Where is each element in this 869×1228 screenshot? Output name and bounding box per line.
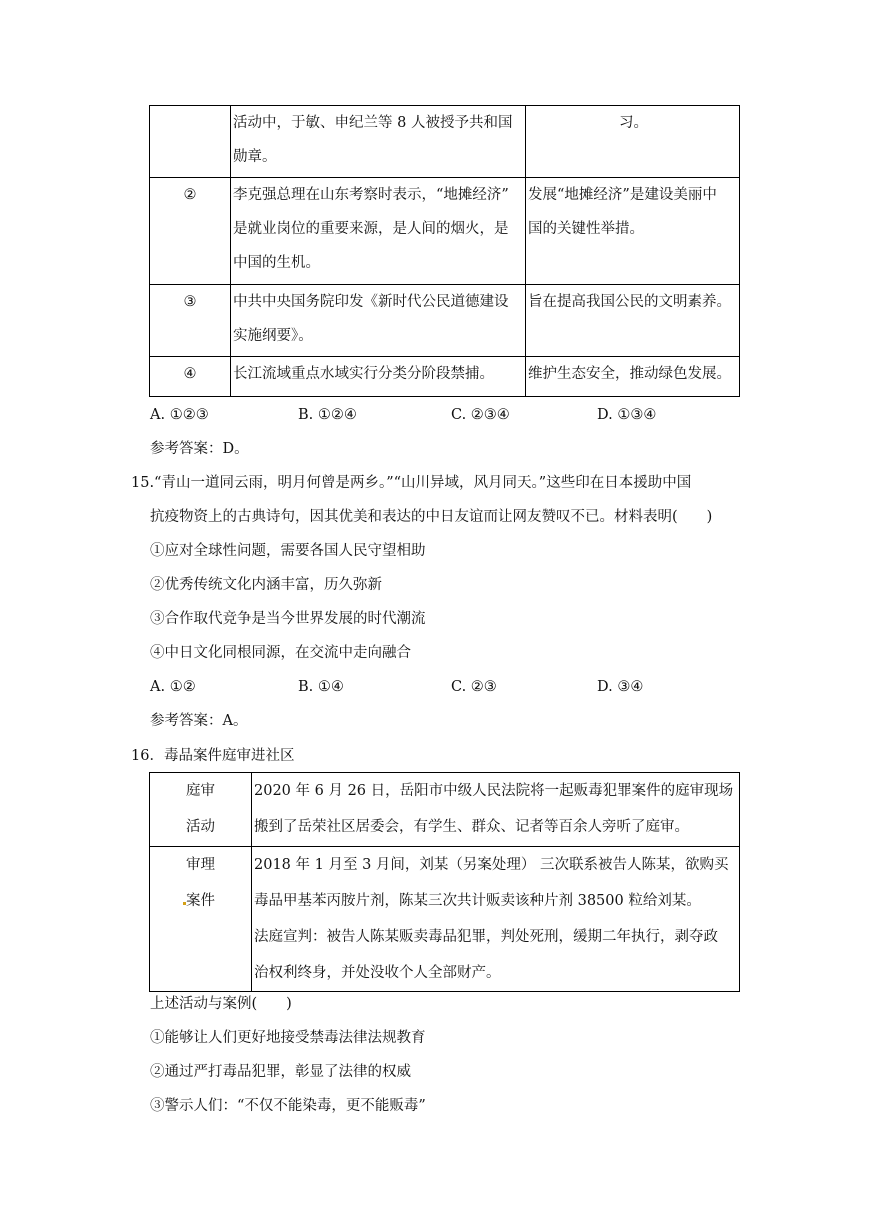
table-case (149, 772, 740, 992)
meaning-cell: 发展“地摊经济”是建设美丽中 国的关键性举措。 (526, 178, 740, 285)
table-row (150, 847, 740, 992)
option-a[interactable]: A. ①② (150, 679, 196, 695)
statement-item: ④中日文化同根同源，在交流中走向融合 (150, 645, 411, 661)
meaning-cell: 维护生态安全，推动绿色发展。 (526, 357, 740, 397)
question-stem: 15.“青山一道同云雨，明月何曾是两乡。”“山川异域，风月同天。”这些印在日本援助中国 (131, 475, 692, 491)
answer-text: 参考答案：D。 (150, 441, 249, 457)
table-row (150, 106, 740, 178)
statement-item: ②优秀传统文化内涵丰富，历久弥新 (150, 577, 382, 593)
table-row (150, 285, 740, 357)
question-stem: 抗疫物资上的古典诗句，因其优美和表达的中日友谊而让网友赞叹不已。材料表明( ) (150, 509, 713, 525)
statement-item: ①能够让人们更好地接受禁毒法律法规教育 (150, 1030, 426, 1046)
row-number: ④ (150, 357, 231, 397)
row-header: 审理 案件 (150, 847, 252, 992)
stray-mark (183, 902, 186, 905)
option-b[interactable]: B. ①②④ (298, 407, 357, 423)
event-cell: 活动中，于敏、申纪兰等 8 人被授予共和国 勋章。 (231, 106, 526, 178)
row-number: ③ (150, 285, 231, 357)
statement-item: ①应对全球性问题，需要各国人民守望相助 (150, 543, 426, 559)
statement-item: ③合作取代竞争是当今世界发展的时代潮流 (150, 611, 426, 627)
option-a[interactable]: A. ①②③ (150, 407, 209, 423)
meaning-cell: 旨在提高我国公民的文明素养。 (526, 285, 740, 357)
option-d[interactable]: D. ③④ (597, 679, 644, 695)
row-body: 2018 年 1 月至 3 月间，刘某（另案处理） 三次联系被告人陈某，欲购买 毒品甲基苯丙胺片剂，陈某三次共计贩卖该种片剂 38500 粒给刘某。 法庭宣判：被告人陈某贩卖毒品犯罪，判处死刑，缓期二年执行，剥夺政 治权利终身，并处没收个人全部财产。 (252, 847, 740, 992)
table-row (150, 773, 740, 847)
event-cell: 中共中央国务院印发《新时代公民道德建设 实施纲要》。 (231, 285, 526, 357)
question-title: 16．毒品案件庭审进社区 (131, 748, 295, 764)
row-body: 2020 年 6 月 26 日，岳阳市中级人民法院将一起贩毒犯罪案件的庭审现场 搬到了岳荣社区居委会，有学生、群众、记者等百余人旁听了庭审。 (252, 773, 740, 847)
table-row (150, 178, 740, 285)
event-cell: 李克强总理在山东考察时表示，“地摊经济” 是就业岗位的重要来源，是人间的烟火，是 中国的生机。 (231, 178, 526, 285)
row-number: ② (150, 178, 231, 285)
option-c[interactable]: C. ②③④ (451, 407, 510, 423)
answer-text: 参考答案：A。 (150, 713, 248, 729)
event-cell: 长江流域重点水域实行分类分阶段禁捕。 (231, 357, 526, 397)
question-stem: 上述活动与案例( ) (150, 996, 292, 1012)
option-b[interactable]: B. ①④ (298, 679, 344, 695)
row-number (150, 106, 231, 178)
statement-item: ③警示人们：“不仅不能染毒，更不能贩毒” (150, 1098, 426, 1114)
row-header: 庭审 活动 (150, 773, 252, 847)
table-row (150, 357, 740, 397)
meaning-cell: 习。 (526, 106, 740, 178)
option-c[interactable]: C. ②③ (451, 679, 497, 695)
statement-item: ②通过严打毒品犯罪，彰显了法律的权威 (150, 1064, 411, 1080)
option-d[interactable]: D. ①③④ (597, 407, 657, 423)
table-policy-events (149, 105, 740, 397)
